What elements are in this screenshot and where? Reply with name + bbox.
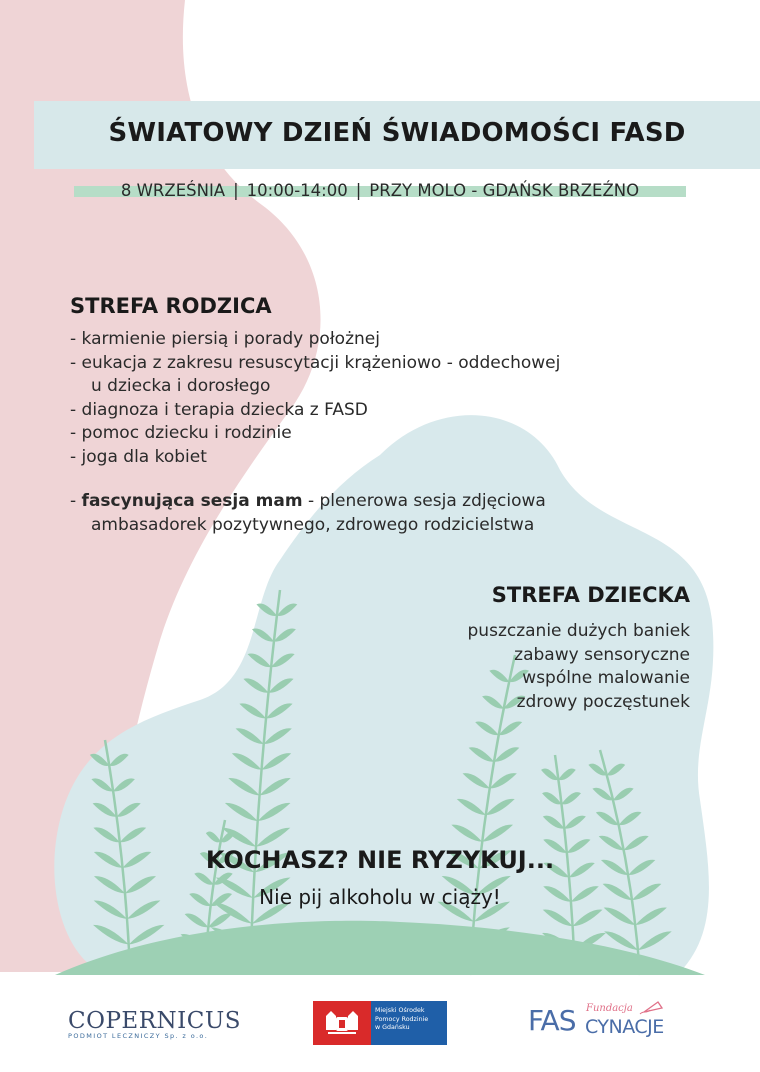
- mopr-line-1: Miejski Ośrodek: [375, 1007, 425, 1014]
- copernicus-name: COPERNICUS: [68, 1008, 241, 1034]
- fascynacje-logo: [528, 1000, 678, 1046]
- event-place: PRZY MOLO - GDAŃSK BRZEŹNO: [369, 181, 640, 200]
- copernicus-sub: PODMIOT LECZNICZY Sp. z o.o.: [68, 1032, 209, 1040]
- page-title: ŚWIATOWY DZIEŃ ŚWIADOMOŚCI FASD: [108, 118, 686, 148]
- fas-fundacja-text: Fundacja: [586, 1003, 633, 1014]
- fas-main-text: FAS: [528, 1004, 576, 1037]
- sesja-prefix: -: [70, 491, 82, 511]
- strefa-rodzica-list: [70, 328, 560, 470]
- mopr-line-3: w Gdańsku: [375, 1024, 410, 1031]
- mopr-logo: [313, 1001, 447, 1045]
- info-separator: |: [355, 181, 362, 200]
- event-info: [74, 181, 686, 200]
- sesja-line-2: ambasadorek pozytywnego, zdrowego rodzicielstwa: [91, 515, 535, 535]
- mopr-line-2: Pomocy Rodzinie: [375, 1015, 429, 1023]
- sesja-mam-item: [70, 489, 546, 537]
- sesja-line-1: [70, 489, 546, 513]
- copernicus-logo: [68, 1008, 248, 1040]
- info-separator: |: [233, 181, 239, 200]
- fas-cynacje-text: CYNACJE: [585, 1016, 664, 1038]
- sesja-bold-text: fascynująca sesja mam: [81, 491, 303, 511]
- kite-icon: [638, 1000, 666, 1016]
- list-item: zdrowy poczęstunek: [516, 691, 690, 712]
- list-item: - eukacja z zakresu resuscytacji krążeniowo - oddechowej: [70, 352, 561, 373]
- list-item: u dziecka i dorosłego: [91, 376, 271, 397]
- list-item: - diagnoza i terapia dziecka z FASD: [70, 399, 368, 420]
- event-date: 8 WRZEŚNIA: [120, 181, 226, 200]
- event-time: 10:00-14:00: [246, 181, 348, 200]
- list-item: wspólne malowanie: [522, 668, 690, 689]
- strefa-rodzica-heading: STREFA RODZICA: [70, 294, 272, 318]
- gdansk-crest-icon: [313, 1001, 371, 1045]
- mopr-text: [371, 1001, 447, 1045]
- list-item: - karmienie piersią i porady położnej: [70, 329, 380, 349]
- sesja-rest-text: - plenerowa sesja zdjęciowa: [302, 491, 546, 511]
- list-item: - pomoc dziecku i rodzinie: [70, 423, 292, 444]
- slogan-main: KOCHASZ? NIE RYZYKUJ...: [205, 846, 555, 874]
- list-item: zabawy sensoryczne: [514, 644, 690, 665]
- slogan-sub: Nie pij alkoholu w ciąży!: [259, 885, 501, 909]
- strefa-dziecka-list: [468, 620, 690, 714]
- list-item: puszczanie dużych baniek: [467, 621, 690, 641]
- list-item: - joga dla kobiet: [70, 446, 207, 467]
- strefa-dziecka-heading: STREFA DZIECKA: [491, 583, 690, 607]
